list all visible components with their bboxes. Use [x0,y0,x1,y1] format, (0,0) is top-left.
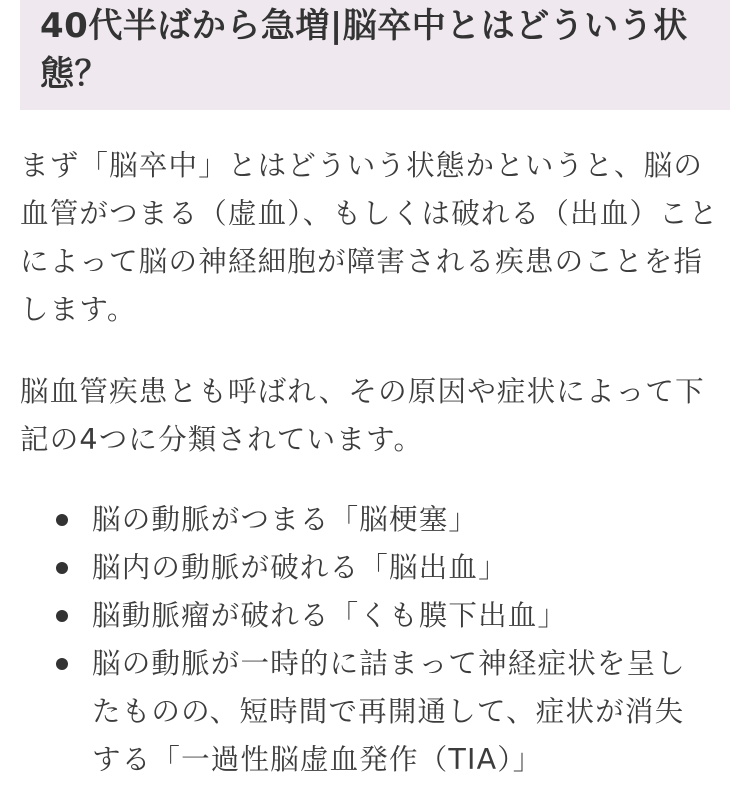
intro-paragraph: まず「脳卒中」とはどういう状態かというと、脳の血管がつまる（虚血）、もしくは破れる（出血）ことによって脳の神経細胞が障害される疾患のことを指します。 [20,149,719,326]
list-item [0,544,712,592]
list-item [0,496,712,544]
list-item [0,640,712,784]
list-item [0,592,712,640]
stroke-types-list [0,496,730,784]
bullet-icon [56,658,68,670]
list-item-text: 脳内の動脈が破れる「脳出血」 [92,551,508,584]
section-heading: 40代半ばから急増|脳卒中とはどういう状態？ [40,6,688,94]
classification-paragraph: 脳血管疾患とも呼ばれ、その原因や症状によって下記の4つに分類されています。 [20,375,705,456]
bullet-icon [56,610,68,622]
bullet-icon [56,562,68,574]
section-heading-box [20,0,730,110]
list-item-text: 脳の動脈がつまる「脳梗塞」 [92,503,479,536]
bullet-icon [56,514,68,526]
list-item-text: 脳動脈瘤が破れる「くも膜下出血」 [92,599,568,632]
list-item-text: 脳の動脈が一時的に詰まって神経症状を呈したものの、短時間で再開通して、症状が消失する「一過性脳虚血発作（TIA）」 [92,647,687,776]
